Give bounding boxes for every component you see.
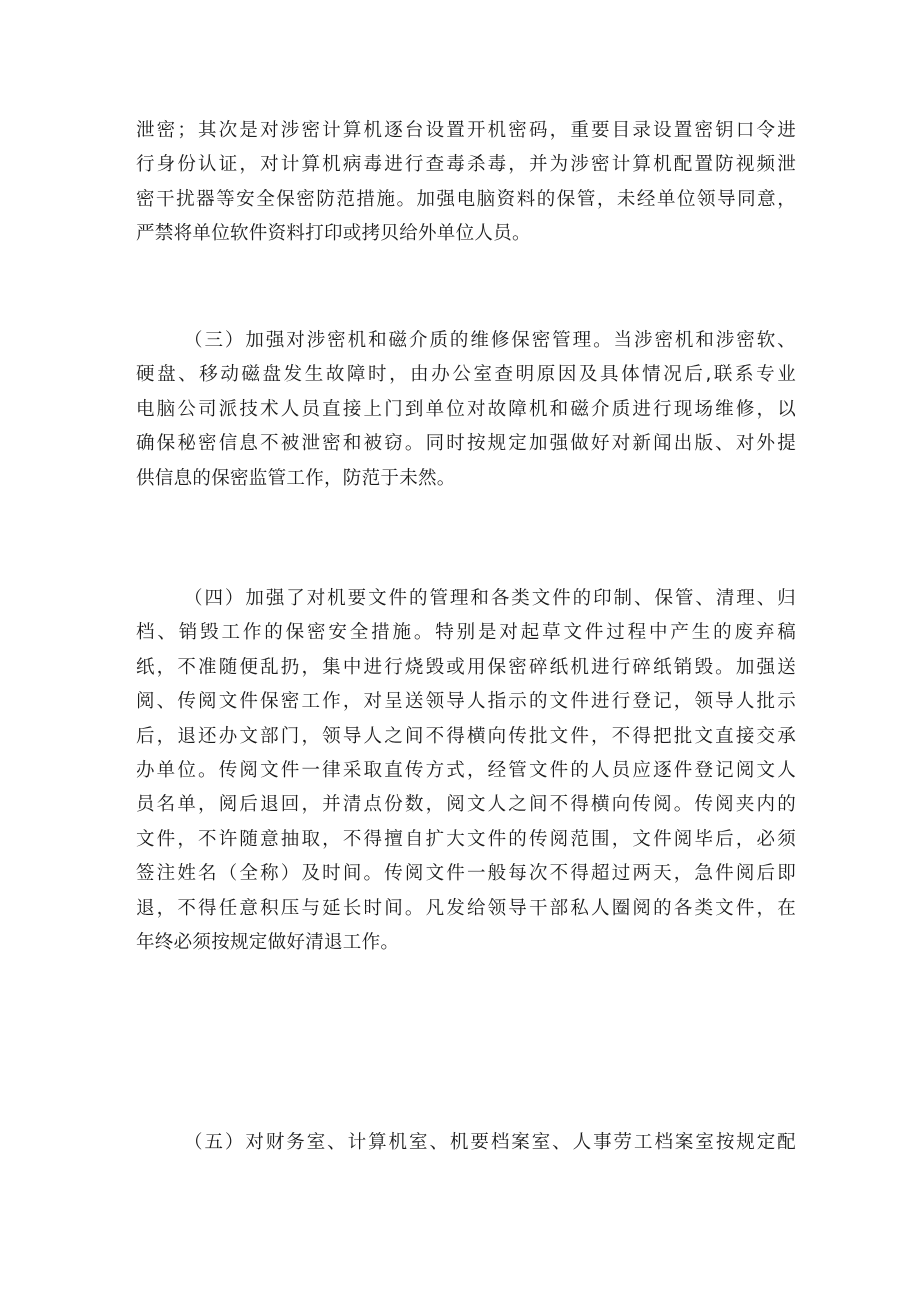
text-line: （五）对财务室、计算机室、机要档案室、人事劳工档案室按规定配 bbox=[184, 1132, 796, 1153]
text-line: 密干扰器等安全保密防范措施。加强电脑资料的保管，未经单位领导同意， bbox=[136, 188, 796, 210]
text-line: 电脑公司派技术人员直接上门到单位对故障机和磁介质进行现场维修，以 bbox=[136, 398, 796, 420]
text-line: （三）加强对涉密机和磁介质的维修保密管理。当涉密机和涉密软、 bbox=[184, 330, 796, 351]
text-line: 办单位。传阅文件一律采取直传方式，经管文件的人员应逐件登记阅文人 bbox=[136, 759, 796, 781]
text-line: 供信息的保密监管工作，防范于未然。 bbox=[136, 467, 456, 489]
text-line: 年终必须按规定做好清退工作。 bbox=[136, 931, 400, 953]
text-line: 行身份认证，对计算机病毒进行查毒杀毒，并为涉密计算机配置防视频泄 bbox=[136, 154, 796, 176]
text-line: 文件，不许随意抽取，不得擅自扩大文件的传阅范围，文件阅毕后，必须 bbox=[136, 828, 796, 850]
paragraph-continued bbox=[136, 114, 796, 252]
text-line: 泄密；其次是对涉密计算机逐台设置开机密码，重要目录设置密钥口令进 bbox=[136, 120, 796, 141]
text-line: 签注姓名（全称）及时间。传阅文件一般每次不得超过两天，急件阅后即 bbox=[136, 863, 796, 885]
text-line: 员名单，阅后退回，并清点份数，阅文人之间不得横向传阅。传阅夹内的 bbox=[136, 794, 796, 816]
text-line: （四）加强了对机要文件的管理和各类文件的印制、保管、清理、归 bbox=[184, 588, 796, 609]
text-line: 硬盘、移动磁盘发生故障时，由办公室查明原因及具体情况后,联系专业 bbox=[136, 364, 796, 386]
text-line: 确保秘密信息不被泄密和被窃。同时按规定加强做好对新闻出版、对外提 bbox=[136, 433, 796, 455]
text-line: 退，不得任意积压与延长时间。凡发给领导干部私人圈阅的各类文件，在 bbox=[136, 897, 796, 919]
paragraph-section-5 bbox=[136, 1126, 796, 1160]
text-line: 档、销毁工作的保密安全措施。特别是对起草文件过程中产生的废弃稿 bbox=[136, 622, 796, 644]
text-line: 阅、传阅文件保密工作，对呈送领导人指示的文件进行登记，领导人批示 bbox=[136, 691, 796, 713]
text-line: 后，退还办文部门，领导人之间不得横向传批文件，不得把批文直接交承 bbox=[136, 725, 796, 747]
text-line: 严禁将单位软件资料打印或拷贝给外单位人员。 bbox=[136, 223, 531, 245]
text-line: 纸，不准随便乱扔，集中进行烧毁或用保密碎纸机进行碎纸销毁。加强送 bbox=[136, 656, 796, 678]
paragraph-section-4 bbox=[136, 582, 796, 960]
paragraph-section-3 bbox=[136, 324, 796, 496]
